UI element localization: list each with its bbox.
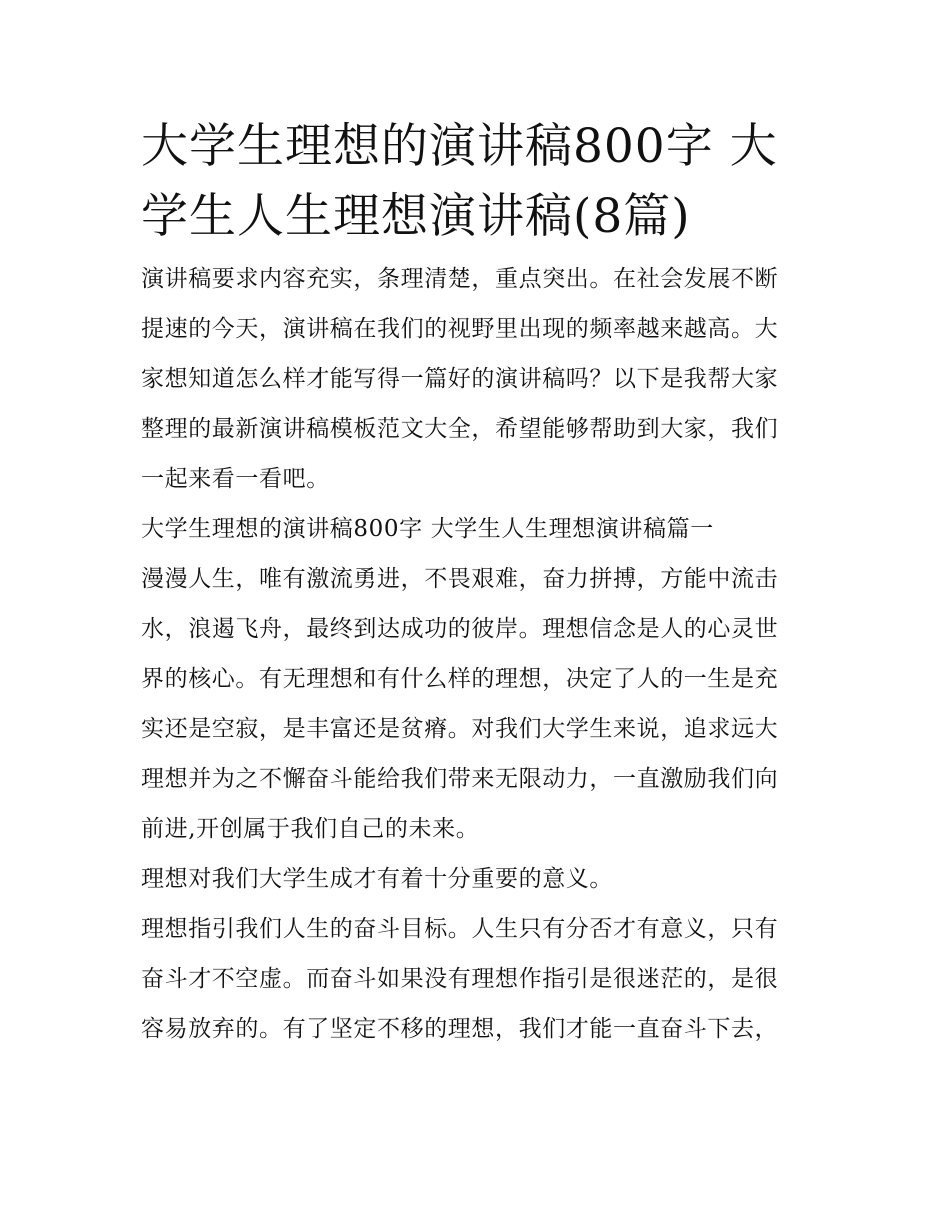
- document-title: [141, 112, 816, 252]
- body-line: 家想知道怎么样才能写得一篇好的演讲稿吗？以下是我帮大家: [141, 366, 779, 392]
- title-line: 大学生理想的演讲稿800字 大: [141, 119, 778, 174]
- body-line: 演讲稿要求内容充实，条理清楚，重点突出。在社会发展不断: [141, 266, 779, 292]
- body-line: 提速的今天，演讲稿在我们的视野里出现的频率越来越高。大: [141, 316, 779, 342]
- body-line: 前进,开创属于我们自己的未来。: [141, 816, 480, 842]
- document-body: [141, 264, 816, 1045]
- title-line: 学生人生理想演讲稿(8篇): [141, 189, 691, 244]
- body-line: 奋斗才不空虚。而奋斗如果没有理想作指引是很迷茫的，是很: [141, 966, 779, 992]
- body-line: 漫漫人生，唯有激流勇进，不畏艰难，奋力拼搏，方能中流击: [141, 566, 779, 592]
- body-line: 理想指引我们人生的奋斗目标。人生只有分否才有意义，只有: [141, 916, 779, 942]
- body-line: 整理的最新演讲稿模板范文大全，希望能够帮助到大家，我们: [141, 416, 779, 442]
- section-heading: 大学生理想的演讲稿800字 大学生人生理想演讲稿篇一: [141, 516, 714, 542]
- body-line: 容易放弃的。有了坚定不移的理想，我们才能一直奋斗下去，: [141, 1016, 779, 1042]
- document-page: [141, 112, 816, 1064]
- body-line: 水，浪遏飞舟，最终到达成功的彼岸。理想信念是人的心灵世: [141, 616, 779, 642]
- body-line: 一起来看一看吧。: [141, 466, 330, 492]
- body-line: 理想并为之不懈奋斗能给我们带来无限动力，一直激励我们向: [141, 766, 779, 792]
- body-line: 理想对我们大学生成才有着十分重要的意义。: [141, 866, 613, 892]
- body-line: 实还是空寂，是丰富还是贫瘠。对我们大学生来说，追求远大: [141, 716, 779, 742]
- body-line: 界的核心。有无理想和有什么样的理想，决定了人的一生是充: [141, 666, 779, 692]
